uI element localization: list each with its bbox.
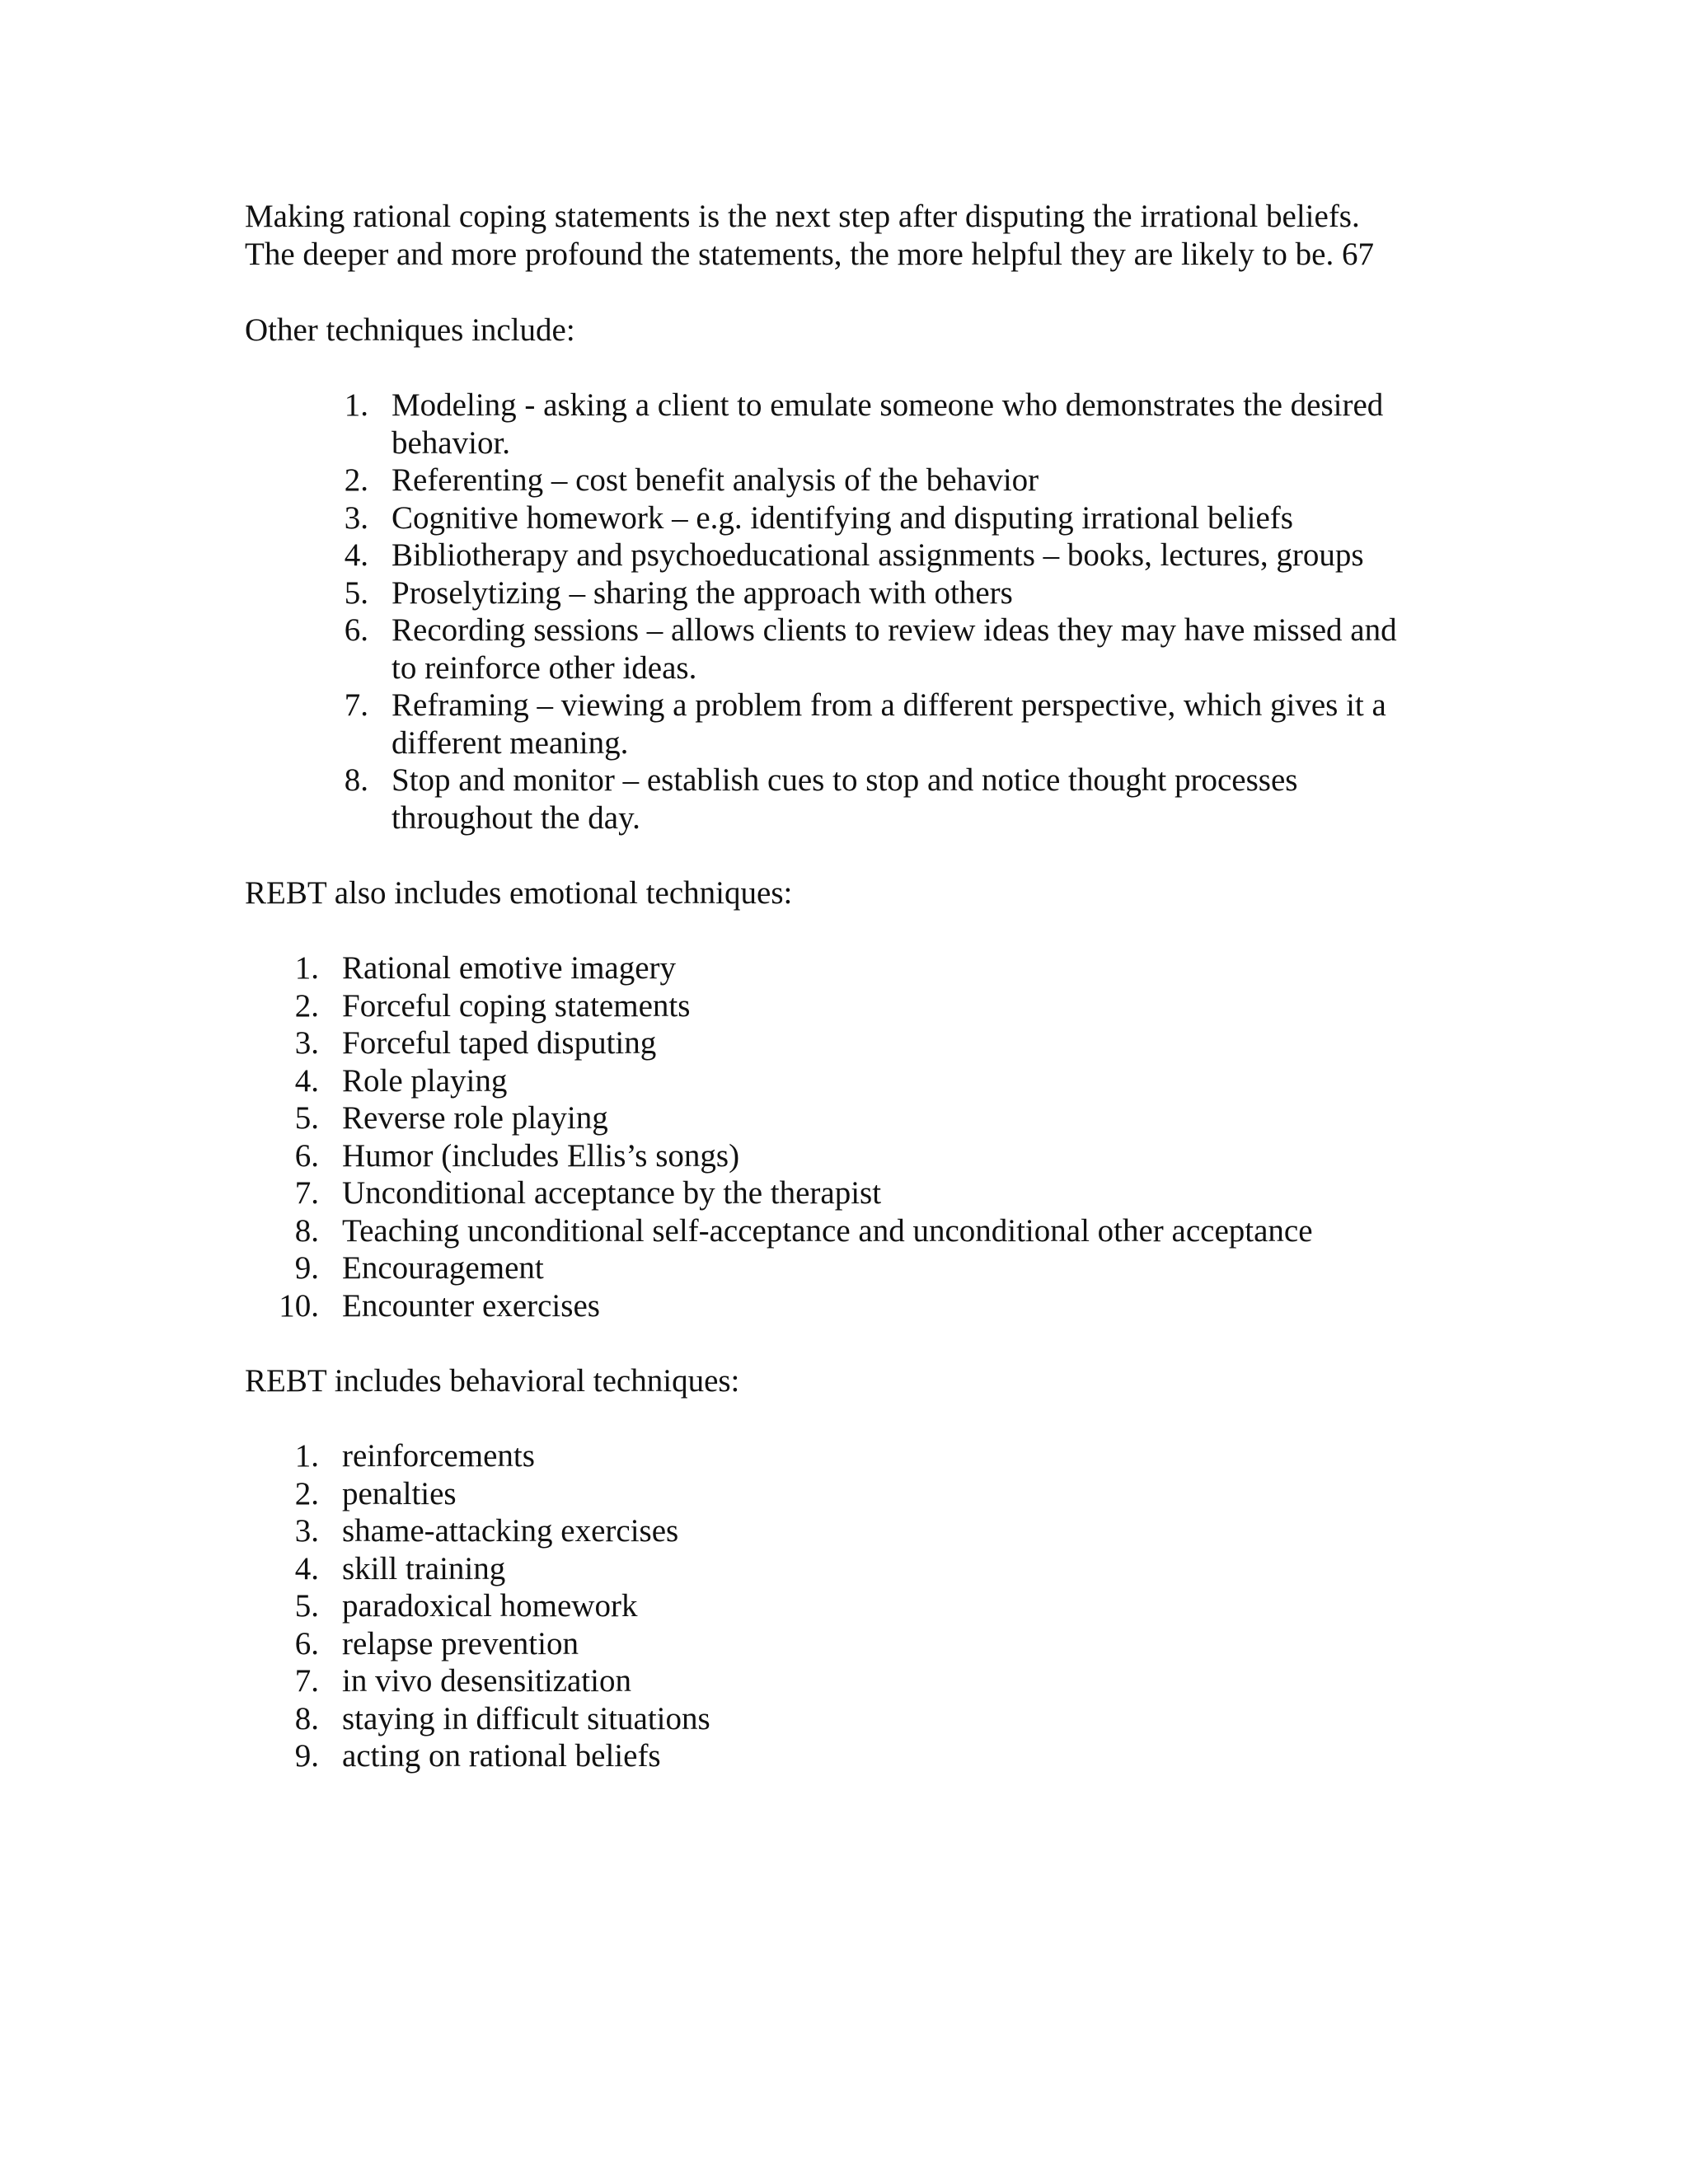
list-item-text: Referenting – cost benefit analysis of the behavior [392,462,1039,498]
list-item-text: shame-attacking exercises [342,1513,679,1549]
list-item-number: 6. [294,1138,319,1174]
list-item-text: Modeling - asking a client to emulate someone who demonstrates the desired [392,387,1384,423]
list-item-number: 1. [294,950,319,986]
list-item-text: staying in difficult situations [342,1701,710,1736]
list-item-number: 8. [344,762,368,798]
list-item-number: 5. [294,1100,319,1136]
list-item-number: 9. [294,1738,319,1774]
list-item-text: Proselytizing – sharing the approach with others [392,575,1013,611]
list-item-text: Unconditional acceptance by the therapist [342,1175,882,1211]
list-item-number: 6. [294,1626,319,1661]
list-item-text: Forceful coping statements [342,988,691,1024]
list-item-text: Reverse role playing [342,1100,608,1136]
list-item-number: 5. [294,1588,319,1624]
list-item-number: 4. [294,1551,319,1586]
list-item-text: Role playing [342,1063,508,1099]
list-item-number: 8. [294,1701,319,1736]
list-item-text: skill training [342,1551,506,1586]
list-item-text: paradoxical homework [342,1588,638,1624]
list-item-number: 1. [294,1438,319,1474]
list-item-text-continued: to reinforce other ideas. [392,650,697,686]
list-item-number: 6. [344,612,368,648]
list-item-text: Rational emotive imagery [342,950,677,986]
list-item-text: penalties [342,1476,457,1511]
list-item-number: 7. [344,687,368,723]
list-item-text: reinforcements [342,1438,535,1474]
list-item-number: 4. [344,537,368,573]
list-item-number: 8. [294,1213,319,1249]
list-item-text: Humor (includes Ellis’s songs) [342,1138,740,1174]
intro-line-2: The deeper and more profound the statements, the more helpful they are likely to be. 67 [245,237,1374,272]
list-item-number: 3. [294,1513,319,1549]
list-item-number: 3. [294,1025,319,1061]
list-item-text: in vivo desensitization [342,1663,631,1699]
behavioral-techniques-heading: REBT includes behavioral techniques: [245,1363,740,1399]
list-item-text: Encounter exercises [342,1288,600,1324]
list-item-text: Bibliotherapy and psychoeducational assignments – books, lectures, groups [392,537,1364,573]
list-item-text: Teaching unconditional self-acceptance and unconditional other acceptance [342,1213,1313,1249]
list-item-number: 9. [294,1250,319,1286]
list-item-text-continued: different meaning. [392,725,629,761]
list-item-number: 7. [294,1663,319,1699]
list-item-number: 4. [294,1063,319,1099]
list-item-number: 2. [294,1476,319,1511]
list-item-text: relapse prevention [342,1626,579,1661]
list-item-number: 7. [294,1175,319,1211]
list-item-text-continued: behavior. [392,425,511,461]
list-item-text-continued: throughout the day. [392,800,640,836]
intro-line-1: Making rational coping statements is the next step after disputing the irrational beliefs. [245,199,1360,234]
list-item-text: Forceful taped disputing [342,1025,657,1061]
list-item-text: Stop and monitor – establish cues to stop and notice thought processes [392,762,1298,798]
list-item-number: 3. [344,500,368,536]
other-techniques-heading: Other techniques include: [245,312,575,348]
list-item-number: 1. [344,387,368,423]
list-item-number: 10. [279,1288,319,1324]
list-item-number: 2. [294,988,319,1024]
list-item-text: Reframing – viewing a problem from a different perspective, which gives it a [392,687,1386,723]
emotional-techniques-heading: REBT also includes emotional techniques: [245,875,793,911]
list-item-text: Cognitive homework – e.g. identifying and disputing irrational beliefs [392,500,1293,536]
list-item-number: 5. [344,575,368,611]
list-item-text: Encouragement [342,1250,544,1286]
list-item-text: Recording sessions – allows clients to review ideas they may have missed and [392,612,1397,648]
list-item-text: acting on rational beliefs [342,1738,661,1774]
list-item-number: 2. [344,462,368,498]
